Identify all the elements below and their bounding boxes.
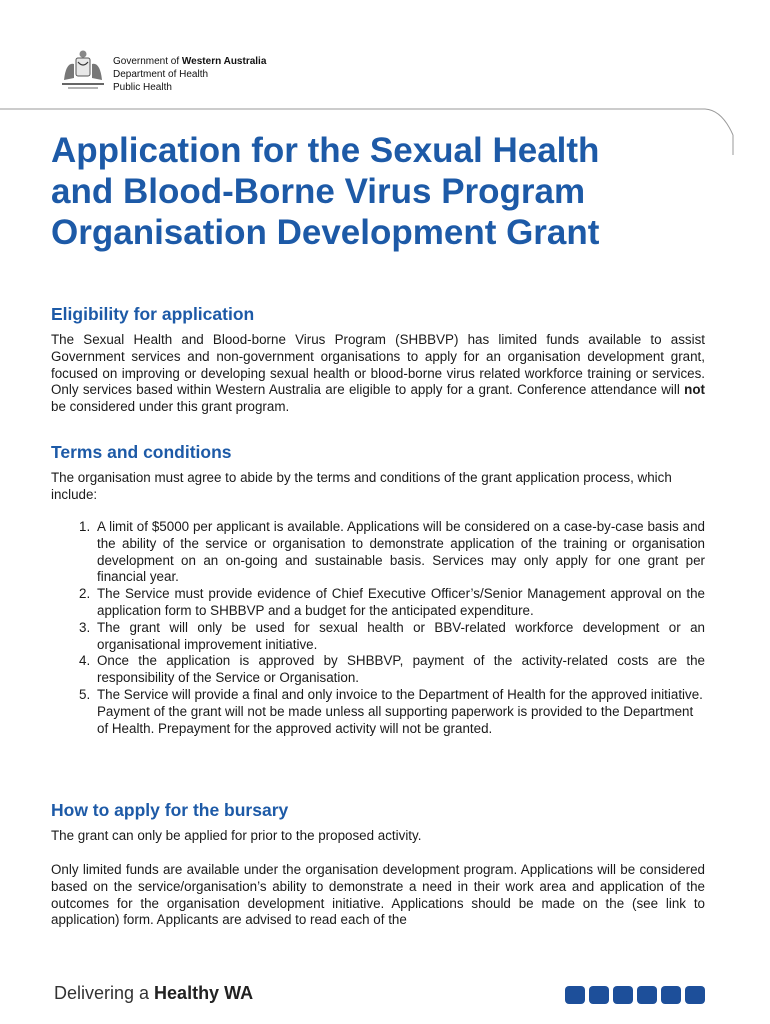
eligibility-paragraph: The Sexual Health and Blood-borne Virus Program (SHBBVP) has limited funds available to assist Government services and non-government organisations to apply for an organisation development grant, focused on improving or developing sexual health or blood-borne virus related workforce training or services. Only services based within Western Australia are eligible to apply for a grant. Conference attendance will not be considered under this grant program. [51,332,705,415]
terms-intro: The organisation must agree to abide by the terms and conditions of the grant application process, which include: [51,470,672,502]
brand-block [637,986,657,1004]
page-title: Application for the Sexual Health and Blood-Borne Virus Program Organisation Development Grant [51,131,600,252]
list-item: 4. Once the application is approved by SHBBVP, payment of the activity-related costs are the responsibility of the Service or Organisation. [79,653,705,686]
list-item: 5. The Service will provide a final and only invoice to the Department of Health for the approved initiative. Payment of the grant will not be made unless all supporting paperwork is provided to the Department of Health. Prepayment for the approved activity will not be granted. [79,686,703,736]
coat-of-arms-logo [58,48,108,92]
footer-tagline: Delivering a Healthy WA [54,983,254,1003]
list-item: 2. The Service must provide evidence of Chief Executive Officer’s/Senior Management approval on the application form to SHBBVP and a budget for the anticipated expenditure. [79,586,705,618]
brand-block [589,986,609,1004]
how-to-apply-heading: How to apply for the bursary [51,800,289,820]
how-to-apply-paragraph-2: Only limited funds are available under the organisation development program. Applications will be considered based on the service/organisation’s ability to demonstrate a need in their work area and application of the outcomes for the organisation development initiative. Applications should be made on the (see link to application) form. Applicants are advised to read each of the [51,862,705,928]
government-header: Government of Western Australia Department of Health Public Health [113,56,267,93]
terms-list [51,519,705,737]
brand-block [685,986,705,1004]
eligibility-heading: Eligibility for application [51,304,255,324]
list-item: 3. The grant will only be used for sexual health or BBV-related workforce development or an organisational improvement initiative. [79,619,705,652]
terms-heading: Terms and conditions [51,442,232,462]
brand-block [565,986,585,1004]
list-item: 1. A limit of $5000 per applicant is available. Applications will be considered on a case-by-case basis and the ability of the service or organisation to demonstrate application of the training or organisation development on an on-going and sustainable basis. Services may only apply for one grant per financial year. [79,519,705,585]
brand-block [661,986,681,1004]
how-to-apply-paragraph-1: The grant can only be applied for prior to the proposed activity. [51,828,422,843]
brand-block [613,986,633,1004]
footer-brand-blocks [565,986,705,1004]
